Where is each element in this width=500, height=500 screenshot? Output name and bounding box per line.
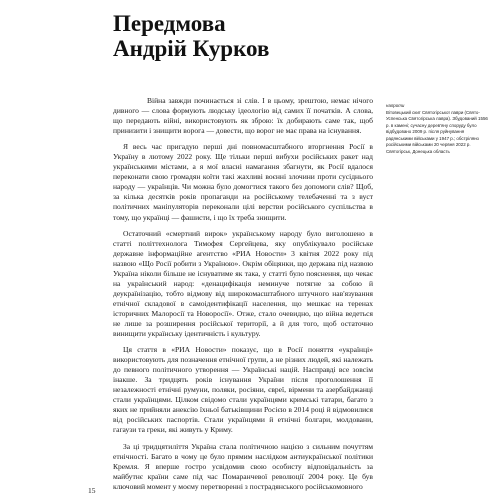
paragraph-3: Остаточний «смертний вирок» українському народу було виголошено в статті політтехнолога Тимофея Сергейцева, яку опублікувало російське державне інформаційне агентство «РИА Новости» 3 квітня 2022 року під назвою «Що Росії робити з Україною». Окрім обіцянки, що держава під назвою Україна ніколи більше не існуватиме як така, у статті було пояснення, що чекає на український народ: «денацифікація неминуче потягне за собою й деукраїнізацію, тобто відмову від широкомасштабного штучного нав'язування етнічної складової в самоідентифікації населення, що мешкає на теренах історичних Малоросії та Новоросії». Отже, стало очевидно, що війна ведеться не лише за розширення російської території, а й для того, щоб остаточно винищити українську ідентичність і культуру. bbox=[113, 228, 373, 339]
caption-text: Вітовецький скит Святогірської лаври (Свято-Успенська Святогірська лавра). Збудований 1556 р. в камені; сучасну дерев'яну споруду було відбудовано 2009 р. після руйнування радянськими військами у 1947 р.; обстріляно російськими військами 20 червня 2022 р. Святогірськ, Донецька область bbox=[386, 109, 488, 154]
chapter-heading bbox=[113, 11, 443, 61]
paragraph-1: Війна завжди починається зі слів. І в цьому, зрештою, немає нічого дивного — слова формують людську ідеологію від самих її початків. А слова, що передають війні, використовують як зброю: їх добирають саме так, щоб принизити і знищити ворога — довести, що ворог не має права на існування. bbox=[113, 96, 373, 136]
margin-caption bbox=[386, 103, 488, 155]
paragraph-5: За ці тридцятиліття Україна стала політичною нацією з сильним почуттям етнічності. Багато в чому це було прямим наслідком антиукраїнської політики Кремля. Я вперше гостро усвідомив свою особисту відповідальність за майбутнє країни саме під час Помаранчевої революції 2004 року. Це був ключовий момент у моєму перетворенні з пострадянського російськомовного bbox=[113, 441, 373, 491]
chapter-title: Передмова bbox=[113, 11, 226, 36]
caption-label: напроти bbox=[386, 103, 405, 108]
body-text bbox=[113, 96, 373, 498]
page-number: 15 bbox=[88, 486, 96, 495]
paragraph-2: Я весь час пригадую перші дні повномасштабного вторгнення Росії в Україну в лютому 2022 року. Ще тільки перші вибухи російських ракет над українськими містами, а я мої власні намагання збагнути, як Росії вдалося переконати свою громадян коїти такі жахливі воєнні злочини проти сусіднього народу — українців. Чи можна було домогтися такого без допомоги слів? Щоб, за кілька десятків років пропаганди на російському телебаченні та з вуст політичних маніпуляторів переконали цілі верстви російського суспільства в тому, що українці — фашисти, і що їх треба знищити. bbox=[113, 142, 373, 222]
chapter-author: Андрій Курков bbox=[113, 36, 270, 61]
paragraph-4: Ця стаття в «РИА Новости» показує, що в Росії поняття «українці» використовують для позначення етнічної групи, а не різних людей, які належать до певного політичного утворення — Українські націй. Насправді все зовсім інакше. За тридцять років існування України після проголошення її незалежності етнічні румуни, поляки, росіяни, євреї, вірмени та азербайджанці стали українцями. Цілком свідомо стали українцями кримські татари, багато з яких не прийняли анексію їхньої батьківщини Росією в 2014 році й відмовилися від російських паспортів. Стали українцями й етнічні болгари, молдовани, гагаузи та греки, які живуть у Криму. bbox=[113, 345, 373, 435]
